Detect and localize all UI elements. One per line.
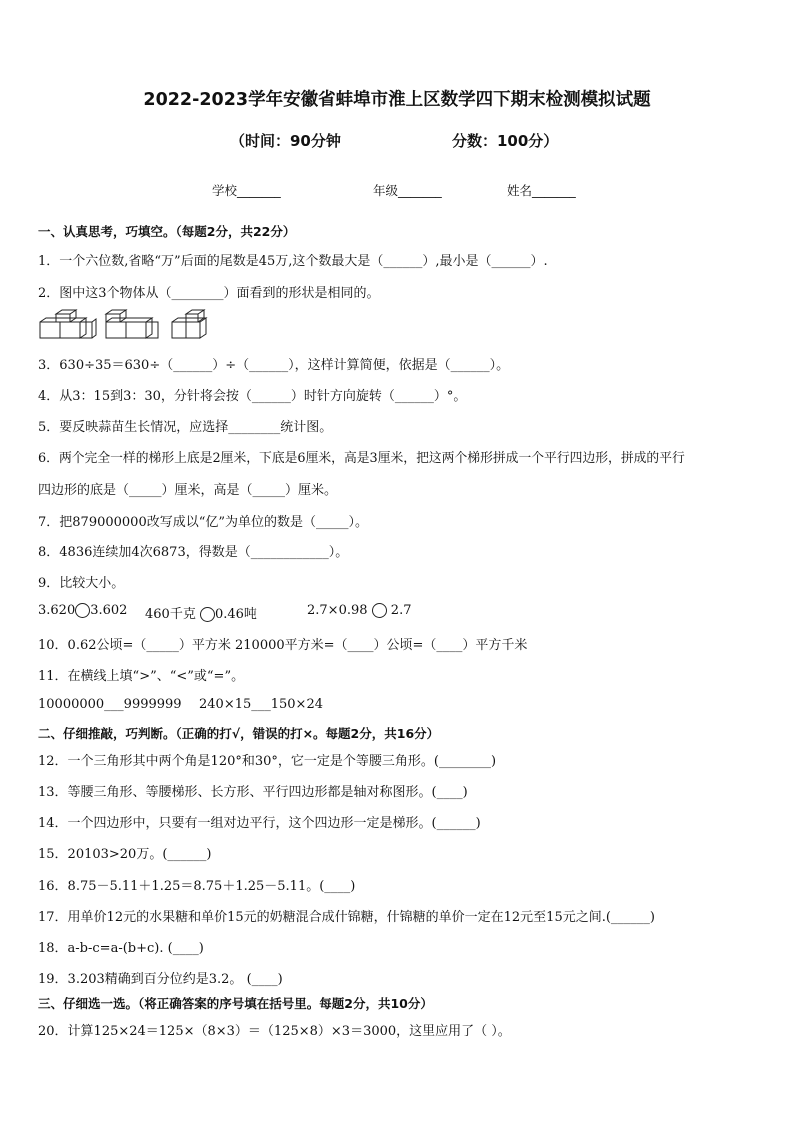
compare-circle-b[interactable] [200, 607, 215, 622]
question-5: 5．要反映蒜苗生长情况，应选择________统计图。 [38, 420, 333, 435]
question-2: 2．图中这3个物体从（________）面看到的形状是相同的。 [38, 286, 380, 301]
grade-field[interactable]: 年级_______ [373, 183, 442, 198]
question-14: 14．一个四边形中，只要有一组对边平行，这个四边形一定是梯形。(______) [38, 816, 481, 831]
question-15: 15．20103>20万。(______) [38, 847, 212, 862]
section-3-heading: 三、仔细选一选。（将正确答案的序号填在括号里。每题2分，共10分） [38, 996, 433, 1011]
compare-circle-a[interactable] [75, 603, 90, 618]
question-12: 12．一个三角形其中两个角是120°和30°，它一定是个等腰三角形。(________) [38, 754, 497, 769]
question-16: 16．8.75－5.11＋1.25＝8.75＋1.25－5.11。(____) [38, 879, 356, 894]
cube-figures-image [38, 308, 218, 342]
exam-score: 分数：100分） [452, 132, 559, 150]
compare-c-left: 2.7×0.98 [307, 603, 368, 618]
question-8: 8．4836连续加4次6873，得数是（____________）。 [38, 545, 349, 560]
compare-b-left: 460千克 [145, 607, 196, 622]
question-17: 17．用单价12元的水果糖和单价15元的奶糖混合成什锦糖，什锦糖的单价一定在12元至15元之间.(______) [38, 910, 655, 925]
cube-figure-2 [106, 310, 158, 338]
section-2-heading: 二、仔细推敲，巧判断。（正确的打√，错误的打×。每题2分，共16分） [38, 726, 440, 741]
compare-c-right: 2.7 [390, 603, 412, 618]
compare-row-b [145, 603, 257, 622]
question-6-line-2: 四边形的底是（_____）厘米，高是（_____）厘米。 [38, 483, 338, 498]
cube-figure-1 [40, 310, 96, 338]
question-19: 19．3.203精确到百分位约是3.2。 (____) [38, 972, 283, 987]
question-3: 3．630÷35＝630÷（______）÷（______），这样计算简便，依据是（______）。 [38, 358, 510, 373]
compare-a-right: 3.602 [90, 603, 128, 618]
question-11-a: 10000000___9999999 [38, 697, 182, 712]
compare-row-a [38, 603, 127, 618]
compare-a-left: 3.620 [38, 603, 76, 618]
page-title: 2022-2023学年安徽省蚌埠市淮上区数学四下期末检测模拟试题 [143, 90, 651, 110]
exam-time: （时间：90分钟 [230, 132, 341, 150]
name-field[interactable]: 姓名_______ [507, 183, 576, 198]
question-1: 1．一个六位数,省略“万”后面的尾数是45万,这个数最大是（______）,最小是（______）. [38, 254, 548, 269]
section-1-heading: 一、认真思考，巧填空。（每题2分，共22分） [38, 224, 296, 239]
compare-b-right: 0.46吨 [214, 607, 257, 622]
compare-circle-c[interactable] [372, 603, 387, 618]
question-6-line-1: 6．两个完全一样的梯形上底是2厘米，下底是6厘米，高是3厘米，把这两个梯形拼成一个平行四边形，拼成的平行 [38, 451, 685, 466]
question-11-b: 240×15___150×24 [199, 697, 323, 712]
compare-row-c [307, 603, 411, 618]
cube-figure-3 [172, 310, 206, 338]
question-20: 20．计算125×24＝125×（8×3）＝（125×8）×3＝3000，这里应用了（ ）。 [38, 1024, 511, 1039]
question-11: 11．在横线上填“>”、“<”或“=”。 [38, 669, 245, 684]
question-18: 18．a-b-c=a-(b+c). (____) [38, 941, 204, 956]
question-10: 10．0.62公顷=（_____）平方米 210000平方米=（____）公顷=（____）平方千米 [38, 638, 528, 653]
question-13: 13．等腰三角形、等腰梯形、长方形、平行四边形都是轴对称图形。(____) [38, 785, 468, 800]
question-7: 7．把879000000改写成以“亿”为单位的数是（_____）。 [38, 515, 369, 530]
question-9: 9．比较大小。 [38, 576, 125, 591]
question-4: 4．从3：15到3：30，分针将会按（______）时针方向旋转（______）°。 [38, 389, 467, 404]
school-field[interactable]: 学校_______ [212, 183, 281, 198]
